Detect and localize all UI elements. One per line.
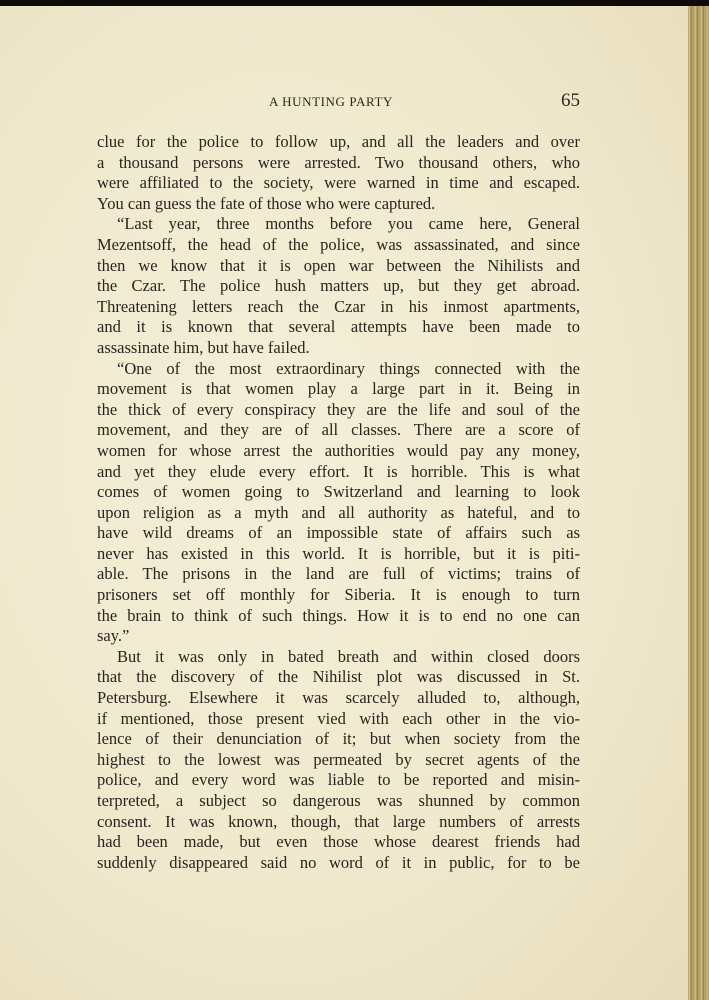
text-line: But it was only in bated breath and within closed doors <box>117 646 580 666</box>
text-line: consent. It was known, though, that large numbers of arrests <box>97 811 580 831</box>
text-line: movement, and they are of all classes. There are a score of <box>97 420 580 440</box>
text-line: then we know that it is open war between the Nihilists and <box>97 255 580 275</box>
text-line: You can guess the fate of those who were captured. <box>97 193 436 213</box>
text-line: upon religion as a myth and all authority as hateful, and to <box>97 502 580 522</box>
text-line: have wild dreams of an impossible state of affairs such as <box>97 523 580 543</box>
text-line: the Czar. The police hush matters up, but they get abroad. <box>97 276 580 296</box>
text-line: suddenly disappeared said no word of it in public, for to be <box>97 852 580 872</box>
text-line: had been made, but even those whose dearest friends had <box>97 832 580 852</box>
text-line: clue for the police to follow up, and all the leaders and over <box>97 132 580 151</box>
text-line: “Last year, three months before you came here, General <box>117 214 580 234</box>
text-line: movement is that women play a large part in it. Being in <box>97 379 580 399</box>
text-line: never has existed in this world. It is horrible, but it is piti- <box>97 543 580 563</box>
text-line: “One of the most extraordinary things connected with the <box>117 358 580 378</box>
text-line: and it is known that several attempts have been made to <box>97 317 580 337</box>
page-number: 65 <box>561 90 580 111</box>
text-line: the thick of every conspiracy they are the life and soul of the <box>97 399 580 419</box>
text-line: Threatening letters reach the Czar in his inmost apartments, <box>97 296 580 316</box>
text-line: terpreted, a subject so dangerous was shunned by common <box>97 791 580 810</box>
text-line: women for whose arrest the authorities would pay any money, <box>97 440 580 460</box>
text-line: Mezentsoff, the head of the police, was assassinated, and since <box>97 234 580 254</box>
page-header <box>97 90 580 114</box>
text-line: if mentioned, those present vied with each other in the vio- <box>97 708 580 728</box>
text-line: and yet they elude every effort. It is horrible. This is what <box>97 461 580 481</box>
text-line: were affiliated to the society, were warned in time and escaped. <box>97 173 580 193</box>
text-line: assassinate him, but have failed. <box>97 337 310 357</box>
text-line: a thousand persons were arrested. Two thousand others, who <box>97 152 580 172</box>
text-line: that the discovery of the Nihilist plot was discussed in St. <box>97 667 580 687</box>
text-line: Petersburg. Elsewhere it was scarcely alluded to, although, <box>97 688 580 708</box>
text-line: say.” <box>97 626 130 646</box>
running-title: A HUNTING PARTY <box>269 94 394 109</box>
book-binding-edge <box>688 6 709 1000</box>
text-line: highest to the lowest was permeated by secret agents of the <box>97 749 580 769</box>
text-line: police, and every word was liable to be reported and misin- <box>97 770 580 790</box>
text-line: lence of their denunciation of it; but when society from the <box>97 729 580 749</box>
text-line: the brain to think of such things. How it is to end no one can <box>97 605 580 625</box>
text-line: comes of women going to Switzerland and learning to look <box>97 482 580 502</box>
body-text <box>97 132 580 873</box>
text-line: able. The prisons in the land are full of victims; trains of <box>97 564 580 584</box>
text-line: prisoners set off monthly for Siberia. It is enough to turn <box>97 585 580 605</box>
